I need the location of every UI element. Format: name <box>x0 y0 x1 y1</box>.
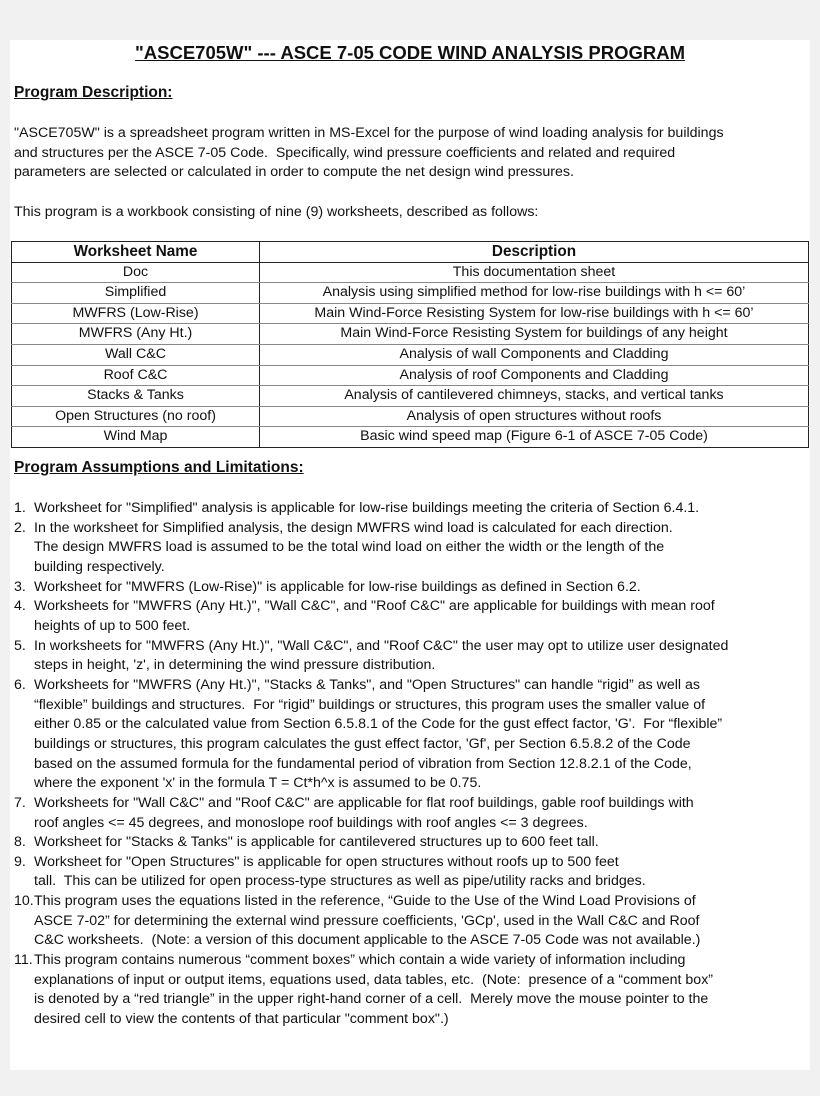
workbook-intro: This program is a workbook consisting of nine (9) worksheets, described as follows: <box>14 204 539 220</box>
list-item-text: building respectively. <box>34 558 165 575</box>
list-item-text: tall. This can be utilized for open process-type structures as well as pipe/utility racks and bridges. <box>34 873 646 890</box>
list-item-number: 9. <box>14 853 26 870</box>
description-heading: Program Description: <box>14 84 173 101</box>
list-item <box>14 892 804 951</box>
list-item <box>14 637 804 676</box>
worksheet-name-cell: Wind Map <box>12 427 260 448</box>
list-item <box>14 853 804 892</box>
worksheet-description-cell: Analysis of roof Components and Cladding <box>260 365 809 386</box>
list-item-text: Worksheets for "MWFRS (Any Ht.)", "Wall C&C", and "Roof C&C" are applicable for buildings with mean roof <box>34 598 715 615</box>
worksheet-description-cell: Main Wind-Force Resisting System for low-rise buildings with h <= 60’ <box>260 303 809 324</box>
list-item-number: 10. <box>14 893 34 910</box>
list-item-number: 1. <box>14 500 26 516</box>
list-item <box>14 519 804 578</box>
list-item-text: is denoted by a “red triangle” in the upper right-hand corner of a cell. Merely move the mouse pointer to the <box>34 991 709 1008</box>
table-header-row <box>12 242 809 263</box>
description-line: parameters are selected or calculated in order to compute the net design wind pressures. <box>14 164 574 181</box>
list-item <box>14 597 804 636</box>
table-row <box>12 386 809 407</box>
worksheet-name-cell: MWFRS (Any Ht.) <box>12 324 260 345</box>
table-row <box>12 427 809 448</box>
list-item-text: Worksheet for "Open Structures" is applicable for open structures without roofs up to 500 feet <box>34 853 619 870</box>
worksheet-description-cell: Analysis of cantilevered chimneys, stacks, and vertical tanks <box>260 386 809 407</box>
column-header: Worksheet Name <box>12 242 260 263</box>
description-paragraph <box>14 124 804 183</box>
list-item <box>14 794 804 833</box>
worksheet-description-cell: Analysis of open structures without roofs <box>260 406 809 427</box>
list-item-text: where the exponent 'x' in the formula T = Ct*h^x is assumed to be 0.75. <box>34 775 482 792</box>
list-item-text: buildings or structures, this program calculates the gust effect factor, 'Gf', per Section 6.5.8.2 of the Code <box>34 735 691 752</box>
table-row <box>12 365 809 386</box>
assumptions-list <box>14 499 804 1030</box>
table-row <box>12 324 809 345</box>
list-item-text: Worksheets for "Wall C&C" and "Roof C&C" are applicable for flat roof buildings, gable roof buildings with <box>34 794 694 811</box>
worksheet-description-cell: Main Wind-Force Resisting System for buildings of any height <box>260 324 809 345</box>
description-line: "ASCE705W" is a spreadsheet program written in MS-Excel for the purpose of wind loading analysis for buildings <box>14 125 724 141</box>
list-item-text: based on the assumed formula for the fundamental period of vibration from Section 12.8.2.1 of the Code, <box>34 755 692 772</box>
table-row <box>12 344 809 365</box>
list-item-text: Worksheets for "MWFRS (Any Ht.)", "Stacks & Tanks", and "Open Structures" can handle “rigid” as well as <box>34 676 701 693</box>
list-item-number: 4. <box>14 598 26 615</box>
worksheet-name-cell: Wall C&C <box>12 344 260 365</box>
worksheet-description-cell: Basic wind speed map (Figure 6-1 of ASCE 7-05 Code) <box>260 427 809 448</box>
list-item-text: In the worksheet for Simplified analysis, the design MWFRS wind load is calculated for each direction. <box>34 519 673 536</box>
list-item <box>14 578 804 598</box>
list-item-text: This program contains numerous “comment boxes” which contain a wide variety of information including <box>34 952 686 969</box>
worksheet-description-cell: Analysis of wall Components and Cladding <box>260 344 809 365</box>
list-item-number: 3. <box>14 578 26 595</box>
list-item-text: explanations of input or output items, equations used, data tables, etc. (Note: presence of a “comment box” <box>34 971 714 988</box>
list-item-text: roof angles <= 45 degrees, and monoslope roof buildings with roof angles <= 3 degrees. <box>34 814 588 831</box>
worksheet-table <box>11 241 809 448</box>
list-item-text: ASCE 7-02” for determining the external wind pressure coefficients, 'GCp', used in the Wall C&C and Roof <box>34 912 700 929</box>
list-item-text: C&C worksheets. (Note: a version of this document applicable to the ASCE 7-05 Code was not available.) <box>34 932 701 949</box>
table-row <box>12 303 809 324</box>
worksheet-description-cell: This documentation sheet <box>260 262 809 283</box>
list-item-text: steps in height, 'z', in determining the wind pressure distribution. <box>34 657 436 674</box>
list-item-text: This program uses the equations listed in the reference, “Guide to the Use of the Wind Load Provisions of <box>34 893 696 910</box>
list-item-number: 6. <box>14 676 26 693</box>
list-item-number: 5. <box>14 637 26 654</box>
list-item-text: “flexible” buildings and structures. For “rigid” buildings or structures, this program uses the smaller value of <box>34 696 706 713</box>
worksheet-name-cell: MWFRS (Low-Rise) <box>12 303 260 324</box>
list-item-number: 7. <box>14 794 26 811</box>
list-item-number: 8. <box>14 834 26 851</box>
list-item-text: either 0.85 or the calculated value from Section 6.5.8.1 of the Code for the gust effect factor, 'G'. For “flexible” <box>34 716 723 733</box>
worksheet-name-cell: Doc <box>12 262 260 283</box>
list-item-number: 2. <box>14 519 26 536</box>
list-item-text: Worksheet for "Stacks & Tanks" is applicable for cantilevered structures up to 600 feet tall. <box>34 834 599 851</box>
table-row <box>12 283 809 304</box>
list-item <box>14 833 804 853</box>
list-item-text: Worksheet for "MWFRS (Low-Rise)" is applicable for low-rise buildings as defined in Section 6.2. <box>34 578 641 595</box>
list-item-text: In worksheets for "MWFRS (Any Ht.)", "Wall C&C", and "Roof C&C" the user may opt to utilize user designated <box>34 637 729 654</box>
list-item-text: heights of up to 500 feet. <box>34 617 191 634</box>
list-item-text: Worksheet for "Simplified" analysis is applicable for low-rise buildings meeting the criteria of Section 6.4.1. <box>34 500 700 516</box>
list-item-text: desired cell to view the contents of that particular "comment box".) <box>34 1011 449 1028</box>
list-item <box>14 951 804 1030</box>
table-body <box>12 262 809 447</box>
column-header: Description <box>260 242 809 263</box>
list-item <box>14 499 804 519</box>
page-title: "ASCE705W" --- ASCE 7-05 CODE WIND ANALYSIS PROGRAM <box>134 42 685 63</box>
worksheet-name-cell: Simplified <box>12 283 260 304</box>
table-row <box>12 262 809 283</box>
table-row <box>12 406 809 427</box>
worksheet-name-cell: Stacks & Tanks <box>12 386 260 407</box>
list-item-number: 11. <box>14 952 33 969</box>
worksheet-name-cell: Open Structures (no roof) <box>12 406 260 427</box>
description-line: and structures per the ASCE 7-05 Code. Specifically, wind pressure coefficients and related and required <box>14 144 676 161</box>
worksheet-name-cell: Roof C&C <box>12 365 260 386</box>
document-page <box>10 40 810 1070</box>
worksheet-description-cell: Analysis using simplified method for low-rise buildings with h <= 60’ <box>260 283 809 304</box>
assumptions-heading: Program Assumptions and Limitations: <box>14 459 304 476</box>
list-item-text: The design MWFRS load is assumed to be the total wind load on either the width or the length of the <box>34 539 665 556</box>
list-item <box>14 676 804 794</box>
